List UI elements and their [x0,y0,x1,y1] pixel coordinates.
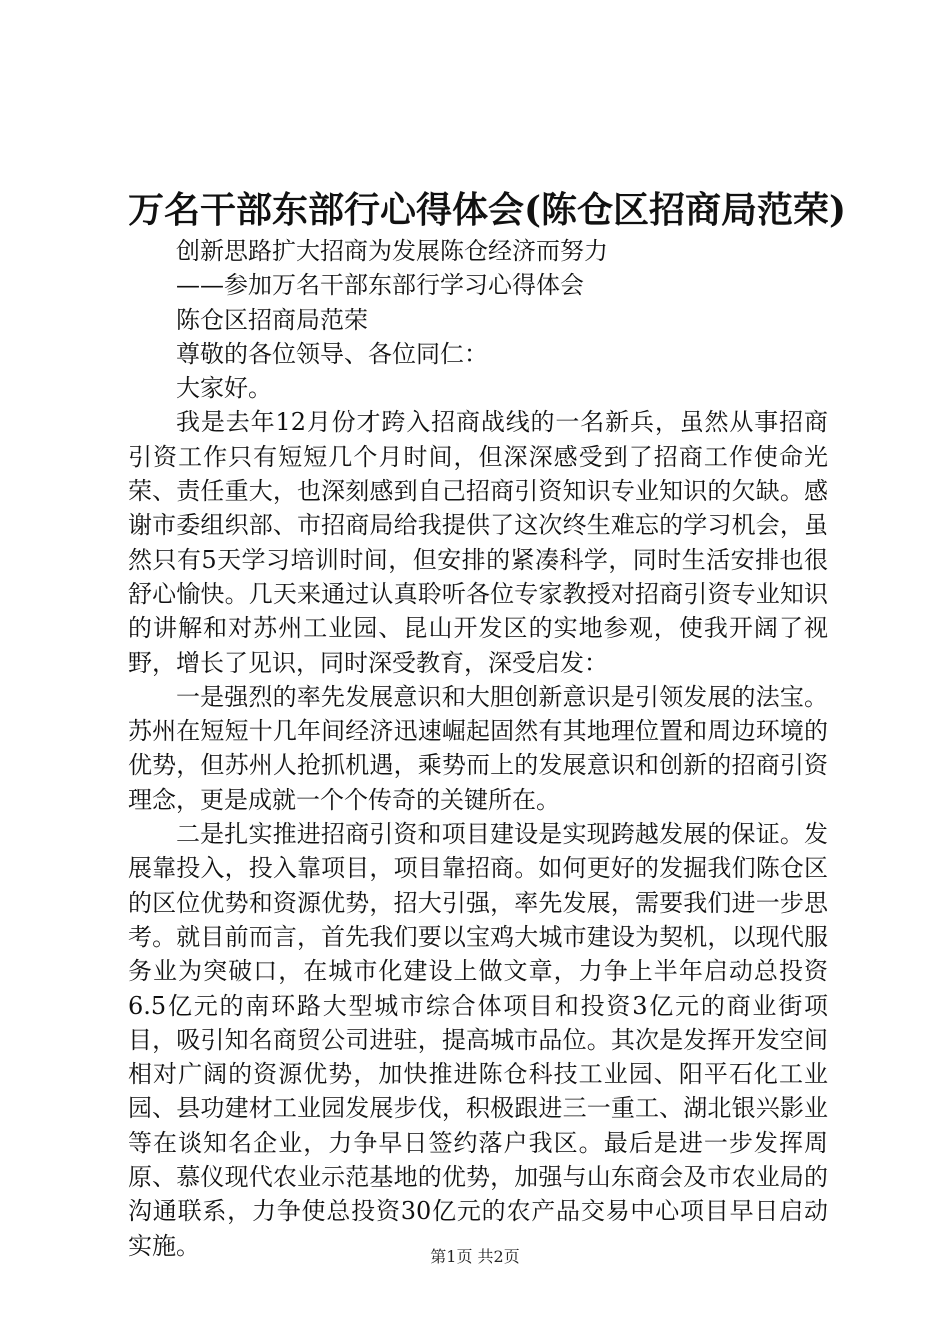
greeting: 大家好。 [176,374,272,403]
page-footer: 第1页 共2页 [430,1247,520,1266]
salutation: 尊敬的各位领导、各位同仁： [176,339,488,368]
document-title: 万名干部东部行心得体会(陈仓区招商局范荣) [128,189,847,231]
subtitle-paragraph: 创新思路扩大招商为发展陈仓经济而努力 [176,237,608,265]
body-paragraph-point-two: 二是扎实推进招商引资和项目建设是实现跨越发展的保证。发展靠投入，投入靠项目，项目靠招商。如何更好的发掘我们陈仓区的区位优势和资源优势，招大引强，率先发展，需要我们进一步思考。就目前而言，首先我们要以宝鸡大城市建设为契机，以现代服务业为突破口，在城市化建设上做文章，力争上半年启动总投资6.5亿元的南环路大型城市综合体项目和投资3亿元的商业街项目，吸引知名商贸公司进驻，提高城市品位。其次是发挥开发空间相对广阔的资源优势，加快推进陈仓科技工业园、阳平石化工业园、县功建材工业园发展步伐，积极跟进三一重工、湖北银兴影业等在谈知名企业，力争早日签约落户我区。最后是进一步发挥周原、慕仪现代农业示范基地的优势，加强与山东商会及市农业局的沟通联系，力争使总投资30亿元的农产品交易中心项目早日启动实施。 [128,820,828,1260]
body-paragraph-intro: 我是去年12月份才跨入招商战线的一名新兵，虽然从事招商引资工作只有短短几个月时间，但深深感受到了招商工作使命光荣、责任重大，也深刻感到自己招商引资知识专业知识的欠缺。感谢市委组织部、市招商局给我提供了这次终生难忘的学习机会，虽然只有5天学习培训时间，但安排的紧凑科学，同时生活安排也很舒心愉快。几天来通过认真聆听各位专家教授对招商引资专业知识的讲解和对苏州工业园、昆山开发区的实地参观，使我开阔了视野，增长了见识，同时深受教育，深受启发： [128,408,828,677]
document-body [128,234,828,1263]
body-paragraph-point-one: 一是强烈的率先发展意识和大胆创新意识是引领发展的法宝。苏州在短短十几年间经济迅速崛起固然有其地理位置和周边环境的优势，但苏州人抢抓机遇，乘势而上的发展意识和创新的招商引资理念，更是成就一个个传奇的关键所在。 [128,682,828,814]
author-line: 陈仓区招商局范荣 [176,305,368,334]
subtitle-line-two: ——参加万名干部东部行学习心得体会 [176,271,584,300]
